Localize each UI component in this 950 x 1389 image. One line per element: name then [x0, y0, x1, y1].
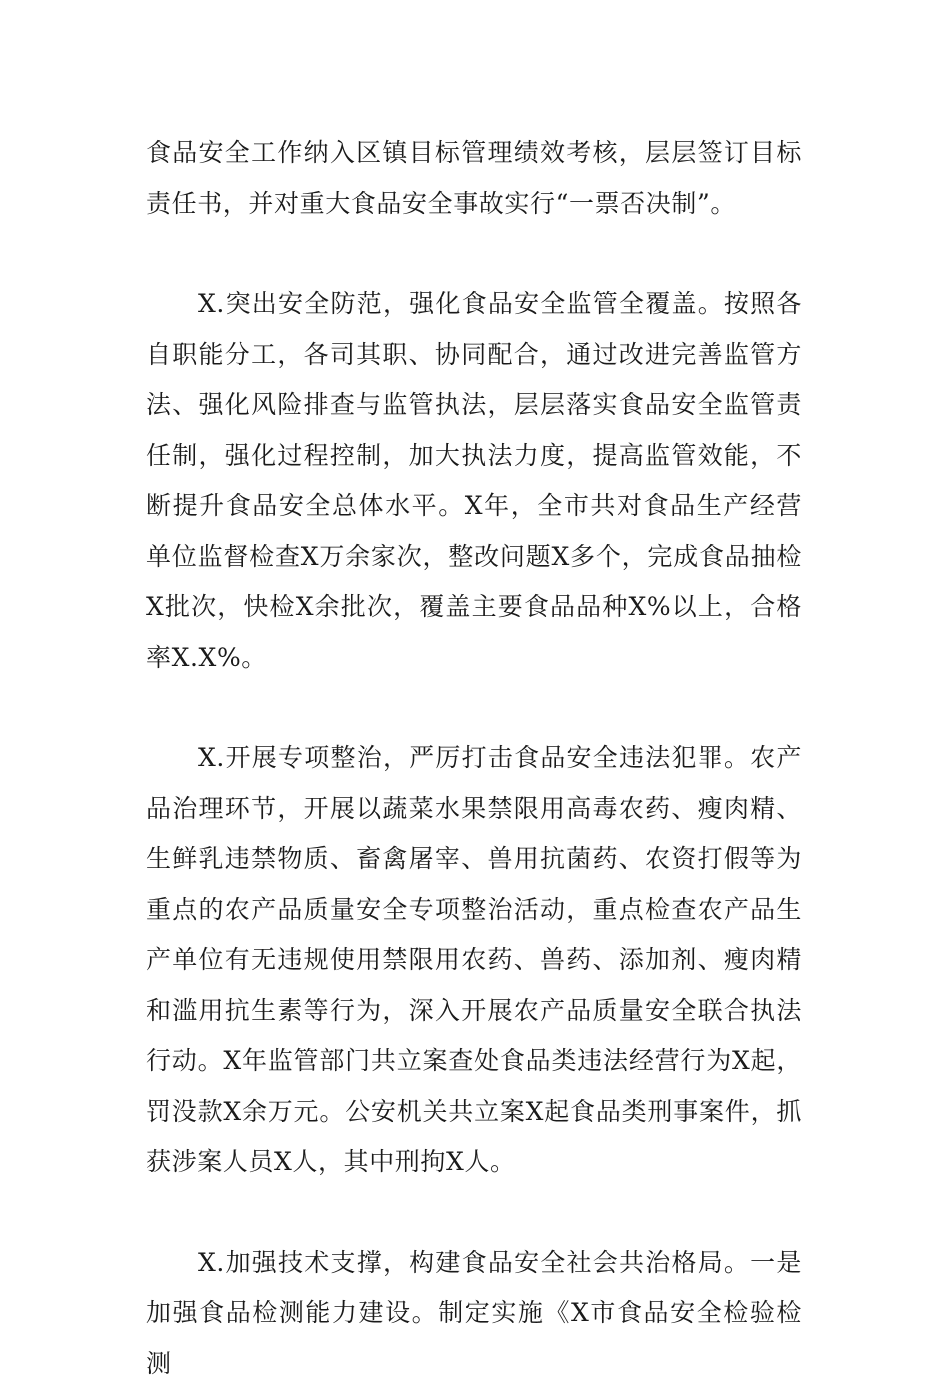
paragraph-2: X.突出安全防范，强化食品安全监管全覆盖。按照各自职能分工，各司其职、协同配合，通过改进完善监管方法、强化风险排查与监管执法，层层落实食品安全监管责任制，强化过程控制，加大执法力度，提高监管效能，不断提升食品安全总体水平。X年，全市共对食品生产经营单位监督检查X万余家次，整改问题X多个，完成食品抽检X批次，快检X余批次，覆盖主要食品品种X%以上，合格率X.X%。: [146, 279, 802, 683]
paragraph-3: X.开展专项整治，严厉打击食品安全违法犯罪。农产品治理环节，开展以蔬菜水果禁限用高毒农药、瘦肉精、生鲜乳违禁物质、畜禽屠宰、兽用抗菌药、农资打假等为重点的农产品质量安全专项整治活动，重点检查农产品生产单位有无违规使用禁限用农药、兽药、添加剂、瘦肉精和滥用抗生素等行为，深入开展农产品质量安全联合执法行动。X年监管部门共立案查处食品类违法经营行为X起，罚没款X余万元。公安机关共立案X起食品类刑事案件，抓获涉案人员X人，其中刑拘X人。: [146, 733, 802, 1188]
document-body: [146, 128, 802, 1389]
paragraph-4: X.加强技术支撑，构建食品安全社会共治格局。一是加强食品检测能力建设。制定实施《X市食品安全检验检测: [146, 1238, 802, 1389]
paragraph-1: 食品安全工作纳入区镇目标管理绩效考核，层层签订目标责任书，并对重大食品安全事故实行“一票否决制”。: [146, 128, 802, 229]
paragraph-gap: [146, 1188, 802, 1238]
paragraph-gap: [146, 683, 802, 733]
paragraph-gap: [146, 229, 802, 279]
